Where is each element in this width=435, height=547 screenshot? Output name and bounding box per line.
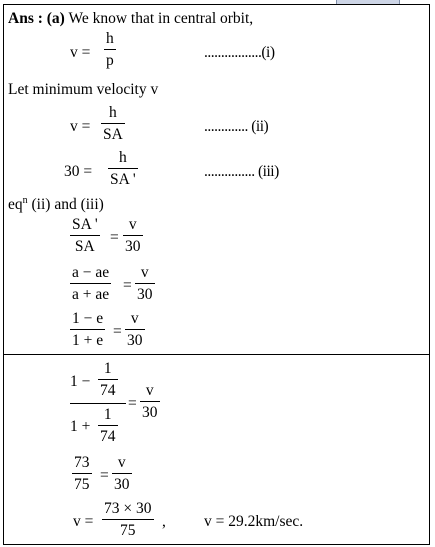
eq7-right-numerator: v — [145, 382, 154, 399]
eqn-superscript: n — [22, 195, 28, 206]
eq5-equals: = — [123, 277, 132, 294]
eq6-right-numerator: v — [130, 310, 139, 327]
eq2-fraction — [101, 104, 125, 144]
eqn-word: eq — [8, 196, 23, 213]
eq4-right-numerator: v — [128, 216, 137, 233]
eq4-right-denominator: 30 — [125, 238, 141, 255]
eq2-numerator: h — [109, 104, 117, 121]
intro-text: We know that in central orbit, — [68, 10, 254, 27]
eq4-equals: = — [110, 229, 119, 246]
eq9-denominator: 75 — [120, 522, 136, 539]
eq1-fraction — [104, 30, 116, 70]
answer-intro — [8, 10, 253, 28]
eq7-top-inner-fraction — [98, 360, 118, 400]
solution-cell-2 — [3, 355, 430, 545]
eq1-tag: .................(i) — [204, 44, 275, 61]
solution-cell-1 — [3, 4, 430, 355]
eq5-left-denominator: a + ae — [72, 286, 110, 303]
eq8-equals: = — [100, 467, 109, 484]
eq2-denominator: SA — [103, 126, 123, 143]
eq1-lhs: v = — [70, 44, 91, 61]
eq3-tag: ............... (iii) — [204, 163, 279, 180]
eq8-left-numerator: 73 — [74, 454, 90, 471]
eq5-right-numerator: v — [140, 264, 149, 281]
eq9-fraction — [102, 500, 154, 540]
eq7-bottom-inner-den: 74 — [100, 428, 116, 445]
eq8-right-denominator: 30 — [114, 476, 130, 493]
eq8-right-numerator: v — [117, 454, 126, 471]
eq5-left-numerator: a − ae — [72, 264, 110, 281]
eq8-left-fraction — [72, 454, 92, 494]
eq6-left-numerator: 1 − e — [72, 310, 104, 327]
eq6-left-fraction — [70, 310, 105, 350]
eq4-left-fraction — [70, 216, 100, 256]
eq3-lhs: 30 = — [64, 163, 93, 180]
eq7-main-bar — [70, 403, 126, 404]
eqn-reference — [8, 196, 104, 214]
eq2-lhs: v = — [70, 118, 91, 135]
eq7-top-inner-num: 1 — [103, 360, 112, 377]
eq7-right-denominator: 30 — [142, 404, 158, 421]
eq2-tag: ............. (ii) — [204, 118, 269, 135]
eq5-right-denominator: 30 — [137, 286, 153, 303]
eq7-top-inner-den: 74 — [100, 382, 116, 399]
eq6-equals: = — [113, 323, 122, 340]
eqn-rest: (ii) and (iii) — [31, 196, 104, 213]
eq7-right-fraction — [140, 382, 160, 422]
eq6-right-denominator: 30 — [127, 332, 143, 349]
eq7-equals: = — [128, 395, 137, 412]
eq9-numerator: 73 × 30 — [104, 500, 152, 517]
eq3-fraction — [108, 149, 138, 189]
eq4-left-denominator: SA — [74, 238, 95, 255]
eq5-right-fraction — [135, 264, 155, 304]
eq7-bottom-inner-fraction — [98, 406, 118, 446]
eq9-lhs: v = — [73, 513, 94, 530]
eq9-comma: , — [162, 513, 166, 530]
eq7-bottom-inner-num: 1 — [103, 406, 112, 423]
eq4-left-numerator: SA ' — [72, 216, 98, 233]
final-result: v = 29.2km/sec. — [204, 513, 304, 530]
eq6-left-denominator: 1 + e — [72, 332, 104, 349]
eq8-left-denominator: 75 — [74, 476, 90, 493]
answer-option: (a) — [46, 10, 65, 27]
eq7-top-prefix: 1 − — [70, 373, 91, 390]
eq3-numerator: h — [118, 149, 127, 166]
eq7-bottom-prefix: 1 + — [70, 418, 91, 435]
eq6-right-fraction — [125, 310, 145, 350]
eq4-right-fraction — [123, 216, 143, 256]
eq3-denominator: SA ' — [110, 171, 136, 188]
answer-label: Ans : — [8, 10, 43, 27]
eq8-right-fraction — [112, 454, 132, 494]
eq1-denominator: p — [106, 52, 114, 69]
let-statement: Let minimum velocity v — [8, 81, 159, 98]
eq1-numerator: h — [106, 30, 114, 47]
eq5-left-fraction — [70, 264, 111, 304]
